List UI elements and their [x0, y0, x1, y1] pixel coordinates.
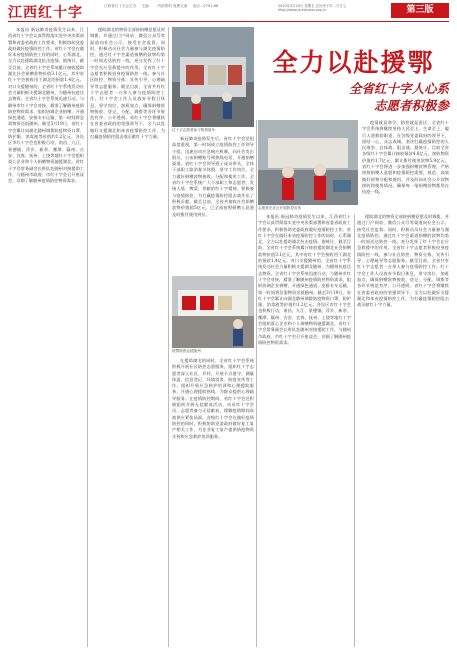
article-text: 疫情就是命令，防控就是责任。全省红十字会系统将继续坚持人民至上、生命至上，履行人道救助职责，在各级党委政府的领导下，团结一心，众志成城，坚决打赢疫情防控的人民战争、总体战、阻击战。据统计，目前全省各级红十字会累计接收捐款4.8亿元，接收物资价值约1.7亿元，累计拨付使用款物5.9亿元。省红十字会将进一步加强捐赠款物管理，严格按照捐赠人意愿和疫情防控需要，规范、高效做好款物分配和使用，并及时向社会公开款物接收和使用情况，确保每一笔捐赠款物都用在抗疫一线。: [362, 120, 449, 195]
masthead-info-item: 内部资料 免费交流: [157, 4, 188, 8]
article-column: [258, 214, 351, 647]
news-photo: [172, 27, 254, 127]
photo-scene: [172, 27, 254, 127]
subheadline-line: 全省红十字人心系: [348, 81, 449, 96]
masthead-date: 2020年3月20日 星期五 农历庚子年二月廿七 http://www.jxredcross.org.cn: [278, 4, 347, 12]
column-divider: [354, 214, 355, 647]
photo-caption: 志愿者在社区开展防控宣传: [258, 206, 302, 210]
article-text: 新冠肺炎疫情发生后，省红十字会党组高度重视，第一时间成立疫情防控工作领导小组，迅速启动应急响应机制，向社会发出倡议，公布捐赠账号和热线电话，开通捐赠渠道。省红十字会领导班子成员带头，全体干部职工取消春节休假，坚守工作岗位，全力做好捐赠款物接收、分配和使用工作。全省红十字会系统广大干部职工和志愿者，发扬人道、博爱、奉献的红十字精神，积极参与疫情防控，为打赢疫情防控阻击战作出了积极贡献。截至目前，全省共接收社会捐赠款物价值超5亿元，已全部按照捐赠人意愿及时拨付使用到位。: [172, 136, 254, 217]
masthead-info-item: 电话：0791-86: [192, 4, 219, 8]
masthead-info: [104, 4, 222, 9]
news-photo: [258, 120, 358, 205]
masthead-info-item: 江西省红十字会主办: [104, 4, 137, 8]
masthead: [8, 3, 449, 20]
masthead-info-item: 主编：: [141, 4, 153, 8]
article-column: [172, 136, 254, 271]
newspaper-logo: 江西红十字: [8, 5, 83, 21]
article-column: [90, 27, 165, 647]
photo-caption: 援鄂物资运抵随州: [172, 349, 201, 353]
photo-caption: 红十字志愿者参与物资装车: [172, 128, 216, 132]
news-photo: [172, 276, 254, 348]
column-divider: [87, 27, 88, 647]
article-text: 援助湖北的物资全部按捐赠意愿及时调拨，并通过门户网站、微信公众号等渠道向社会公示，接受社会监督。同时，积极动员社会力量参与湖北疫情防控，通过红十字会渠道捐赠的款物均第一时间送达防控一线，充分发挥了红十字会在应急救援中的作用。全省红十字志愿者积极投身疫情防控一线，参与社区防控、物资分拣、宣传引导、心理疏导等志愿服务。截至目前，全省共有红十字志愿者一万余人参与疫情防控工作。红十字会工作人员放弃节假日休息，坚守岗位，加班加点，确保捐赠款物接收、登记、分配、调拨等各环节规范有序、公开透明。省红十字会将继续在省委省政府的坚强领导下，全力以赴做好支援湖北和本省疫情防控工作，为打赢疫情防控阻击战贡献红十字力量。: [90, 27, 165, 140]
headline: 全力以赴援鄂: [272, 48, 435, 77]
article-column: [8, 27, 84, 647]
subheadline: [286, 80, 449, 114]
subheadline-line: 志愿者积极参: [373, 98, 449, 113]
article-text: 援助湖北的物资全部按捐赠意愿及时调拨，并通过门户网站、微信公众号等渠道向社会公示，接受社会监督。同时，积极动员社会力量参与湖北疫情防控，通过红十字会渠道捐赠的款物均第一时间送达防控一线，充分发挥了红十字会在应急救援中的作用。全省红十字志愿者积极投身疫情防控一线，参与社区防控、物资分拣、宣传引导、心理疏导等志愿服务。截至目前，全省共有红十字志愿者一万余人参与疫情防控工作。红十字会工作人员放弃节假日休息，坚守岗位，加班加点，确保捐赠款物接收、登记、分配、调拨等各环节规范有序、公开透明。省红十字会将继续在省委省政府的坚强领导下，全力以赴做好支援湖北和本省疫情防控工作，为打赢疫情防控阻击战贡献红十字力量。: [357, 214, 449, 308]
article-text: 本报讯 新冠肺炎疫情发生以来，江西省红十字会认真贯彻落实党中央决策部署和省委省政府工作要求，积极协助党委政府做好疫情防控工作。省红十字会在做好本省疫情防控工作的同时，心系湖北，全力以赴援助湖北抗击疫情。据统计，截至目前，全省红十字会系统累计接收援助湖北社会捐赠款物价值3.1亿元，其中省红十字会接收用于湖北的捐款1.4亿元。对口支援随州的，全省红十字系统发动社会力量积极支援湖北随州，为随州抗疫送去物资。全省红十字会系统迅速行动，与随州市红十字会对接，精准了解随州疫情防控物资需求，组织协调企业捐赠、开通绿色通道、安排专车运输，第一时间将急需物资送抵随州。截至3月19日，省红十字会累计向湖北随州调拨防疫物资口罩、防护服、消毒液等价值约1.2亿元。各设区市红十字会也积极行动，南昌、九江、景德镇、萍乡、新余、鹰潭、赣州、吉安、宜春、抚州、上饶等地红十字会组织爱心企业和个人捐赠物资驰援湖北。省红十字会常务副会长带队赴随州对接援助工作，与随州市政府、市红十字会召开座谈会，详细了解随州疫情防控物资需求。: [258, 214, 351, 345]
photo-scene: [172, 276, 254, 348]
masthead-rule: [8, 21, 449, 22]
photo-scene: [258, 120, 358, 205]
article-column: [357, 214, 449, 647]
article-text: 本报讯 新冠肺炎疫情发生以来，江西省红十字会认真贯彻落实党中央决策部署和省委省政府工作要求，积极协助党委政府做好疫情防控工作。省红十字会在做好本省疫情防控工作的同时，心系湖北，全力以赴援助湖北抗击疫情。据统计，截至目前，全省红十字会系统累计接收援助湖北社会捐赠款物价值3.1亿元，其中省红十字会接收用于湖北的捐款1.4亿元。对口支援随州的，全省红十字系统发动社会力量积极支援湖北随州，为随州抗疫送去物资。全省红十字会系统迅速行动，与随州市红十字会对接，精准了解随州疫情防控物资需求，组织协调企业捐赠、开通绿色通道、安排专车运输，第一时间将急需物资送抵随州。截至3月19日，省红十字会累计向湖北随州调拨防疫物资口罩、防护服、消毒液等价值约1.2亿元。各设区市红十字会也积极行动，南昌、九江、景德镇、萍乡、新余、鹰潭、赣州、吉安、宜春、抚州、上饶等地红十字会组织爱心企业和个人捐赠物资驰援湖北。省红十字会常务副会长带队赴随州对接援助工作，与随州市政府、市红十字会召开座谈会，详细了解随州疫情防控物资需求。: [8, 27, 84, 184]
article-text: 在援助湖北的同时，全省红十字会系统积极开展社区防控志愿服务，组织红十字志愿者深入社区、乡村，开展卡点值守、测量体温、信息登记、环境消杀、防疫宣传等工作。组织开展应急救护培训和心理援助服务，开通心理援助热线，为群众提供心理疏导服务。在疫情防控期间，省红十字会还积极组织开展无偿献血活动，动员红十字会员、志愿者参与无偿献血，缓解疫情期间血液供应紧张局面。各级红十字会在做好疫情防控的同时，积极协助党委政府做好复工复产相关工作，为企业复工复产提供防疫物资支持和应急救护培训服务。: [172, 358, 254, 439]
column-divider: [168, 27, 169, 647]
page-number-badge: 第三版: [391, 3, 449, 18]
column-divider: [256, 120, 257, 647]
article-column: [362, 120, 449, 205]
article-column: [172, 358, 254, 647]
